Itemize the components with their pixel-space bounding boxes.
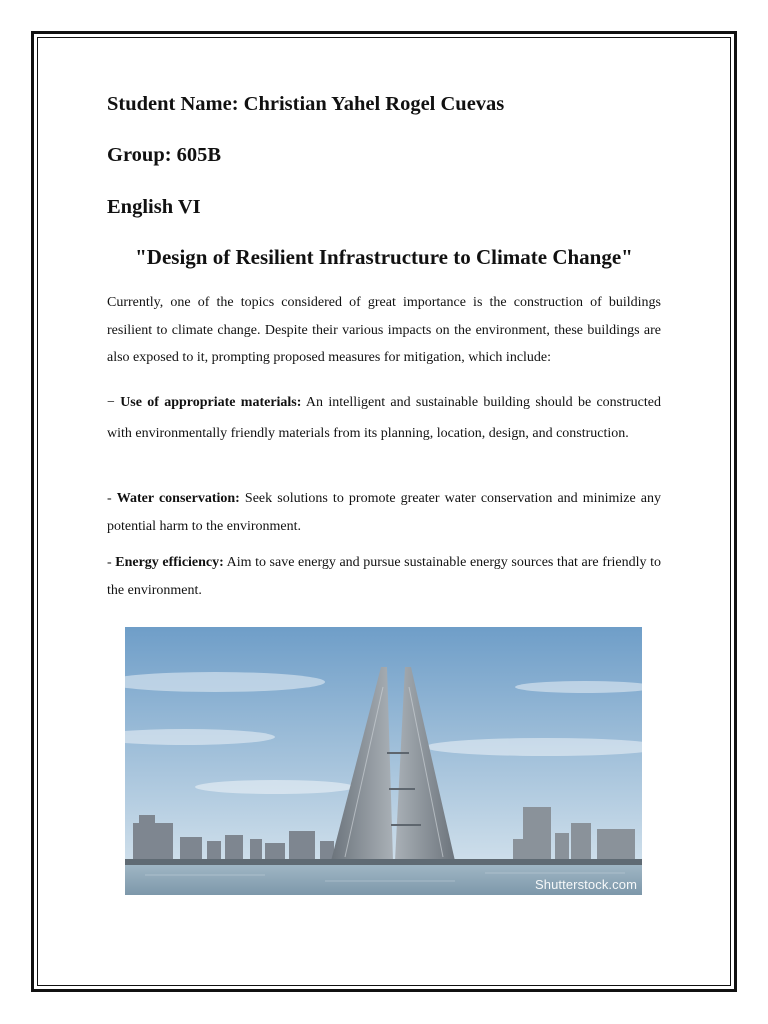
measure-text: Seek solutions to promote greater water conservation and minimize any potential harm to the environment. <box>107 491 661 534</box>
measure-bullet: - <box>107 555 116 570</box>
measure-bullet: - <box>107 491 117 506</box>
intro-paragraph: Currently, one of the topics considered of great importance is the construction of buildings resilient to climate change. Despite their various impacts on the environment, these buildings are also exposed to it, prompting proposed measures for mitigation, which include: <box>107 295 661 365</box>
measure-materials <box>107 388 661 449</box>
group-label: Group: 605B <box>107 144 222 166</box>
measure-label: Use of appropriate materials: <box>120 395 302 410</box>
skyline-photo <box>125 627 642 895</box>
measure-label: Energy efficiency: <box>115 555 224 570</box>
measure-energy <box>107 549 661 604</box>
measure-text: An intelligent and sustainable building should be constructed with environmentally friendly materials from its planning, location, design, and construction. <box>107 395 661 441</box>
photo-watermark: Shutterstock.com <box>534 877 637 892</box>
student-name: Student Name: Christian Yahel Rogel Cuevas <box>107 93 505 115</box>
course-label: English VI <box>107 196 201 218</box>
measure-text: Aim to save energy and pursue sustainable energy sources that are friendly to the environment. <box>107 555 661 598</box>
measure-water <box>107 485 661 540</box>
measure-bullet: − <box>107 395 121 410</box>
measure-label: Water conservation: <box>116 491 240 506</box>
document-title: "Design of Resilient Infrastructure to Climate Change" <box>135 245 633 269</box>
